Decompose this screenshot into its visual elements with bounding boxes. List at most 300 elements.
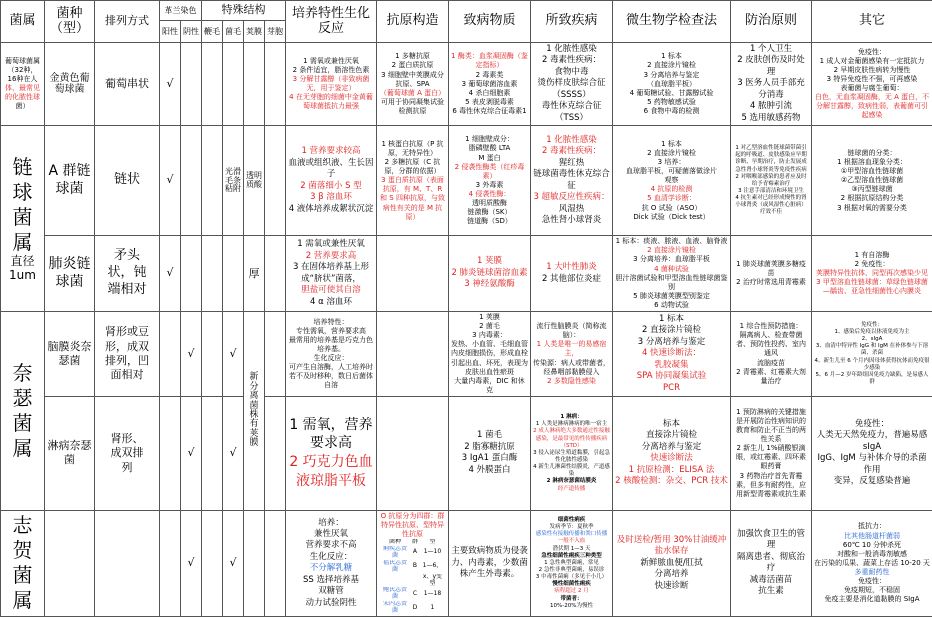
text-line: 3 外毒素 — [451, 181, 528, 190]
text-line: 荚膜特异性抗体，同型再次感染少见 — [814, 269, 930, 278]
text-line: 4 杀白细胞素 — [451, 89, 528, 98]
header-prevention: 防治原则 — [731, 1, 812, 43]
text-line: 1 有自溶酶 — [814, 251, 930, 260]
ng-pathogen — [449, 396, 531, 510]
shigella-culture — [286, 510, 377, 616]
row-neisseria-g — [1, 396, 932, 510]
text-line: 抵抗力： — [814, 522, 930, 531]
strep-genus-cell — [1, 126, 45, 312]
text-line: 直接涂片镜检 — [615, 430, 728, 441]
strep-a-capsule-note: 透明质酸 — [244, 126, 265, 236]
text-line: 2 新生儿 1%硝酸银滴眼，或红霉素、四环素眼药膏 — [733, 444, 809, 471]
ng-micro — [613, 396, 731, 510]
subtable-cell: 鲍氏志贺菌 — [379, 587, 411, 601]
text-line: 引起出血、坏死，表现为皮肤出血性瘀斑 — [451, 359, 528, 377]
header-gram: 革兰染色 — [160, 1, 202, 21]
text-line: 流脑疫苗 — [733, 359, 809, 368]
text-line: 3 甲型溶血性链球菌：草绿色链球菌—龋齿、亚急性细菌性心内膜炎 — [814, 278, 930, 296]
text-line: 对酸和一般消毒剂敏感 — [814, 550, 930, 559]
text-line: 3 分离培养与鉴定 — [615, 337, 728, 348]
text-line: 猩红热 — [533, 158, 610, 169]
text-line: 3 注意手部清洁和环境卫生 — [733, 188, 809, 195]
nm-other — [812, 312, 932, 397]
row-shigella — [1, 510, 932, 616]
text-line: 流行性脑膜炎（简称流脑）： — [533, 322, 610, 340]
header-capsule: 荚膜 — [244, 21, 265, 43]
text-line: 1 急性典型菌痢，常见 — [533, 560, 610, 567]
strep-p-capsule: 厚 — [244, 236, 265, 312]
text-line: 免疫性： — [814, 577, 930, 586]
text-line: 3 内毒素： — [451, 331, 528, 340]
text-line: 3 分解甘露醇（非致病菌无，用于鉴定） — [288, 75, 374, 93]
text-line: 6 动物试验 — [615, 301, 728, 310]
text-line: 4 新生儿淋菌性结膜炎，产道感染 — [533, 464, 610, 478]
shigella-genus-cell — [1, 510, 45, 616]
text-line: 病程超过 2 月 — [533, 588, 610, 595]
text-line: 4 抗生素对已经形成慢性的肾小球肾炎（或风湿性心脏病）疗效不佳 — [733, 195, 809, 216]
text-line: 链道酶（SD） — [451, 217, 528, 226]
ng-disease — [531, 396, 613, 510]
shigella-antigen-head — [379, 512, 446, 539]
shigella-disease — [531, 510, 613, 616]
text-line: 2 成人淋病绝大多数通过性接触感染，是最常见的性传播疾病（STD） — [533, 428, 610, 449]
text-line: 免疫期短，不稳固 — [814, 586, 930, 595]
header-gram-neg: 阴性 — [181, 21, 202, 43]
row-staph — [1, 43, 932, 126]
text-line: 2 直接涂片镜检 — [615, 61, 728, 70]
header-disease: 所致疾病 — [531, 1, 613, 43]
text-line: 链球菌毒性休克综合征 — [533, 169, 610, 192]
text-line: 1 综合性预防措施： — [733, 322, 809, 331]
text-line: 2 毒素性疾病： — [533, 146, 610, 157]
text-line: 1 抗原检测：ELISA 法 — [615, 465, 728, 476]
text-line: 1 化脓性感染 — [533, 44, 610, 55]
text-line: 感染性有接触传播和粪口传播 — [533, 531, 610, 538]
text-line: 不分解乳糖 — [288, 563, 374, 574]
text-line: 3 神经氨酸酶 — [451, 279, 528, 290]
subtable-cell: D — [411, 601, 419, 615]
text-line: 2 蛋白质抗原 — [379, 61, 446, 70]
subtable-cell: 1—6， — [419, 560, 446, 574]
strep-p-pathogen — [449, 236, 531, 312]
subtable-cell: x、y变型 — [419, 574, 446, 588]
subtable-cell: 1—10 — [419, 546, 446, 560]
text-line: 3 培养： — [615, 158, 728, 167]
text-line: 要求高 — [288, 434, 374, 453]
text-line: 60℃ 10 分钟杀死 — [814, 541, 930, 550]
header-pathogen: 致病物质 — [449, 1, 531, 43]
text-line: 3 侵入泌尿生殖道黏膜，引起急性化脓性感染 — [533, 450, 610, 464]
text-line: 大量内毒素，DIC 和休克 — [451, 377, 528, 395]
text-line: 4 液体培养成絮状沉淀 — [288, 204, 374, 215]
ng-culture — [286, 396, 377, 510]
text-line: ③丙型链球菌 — [814, 185, 930, 194]
text-line: 抗生素 — [733, 586, 809, 597]
text-line: 3 分离培养与鉴定 — [615, 71, 728, 80]
text-line: 3 特异免疫性不强，可再感染 — [814, 75, 930, 84]
text-line: 多重耐药性 — [814, 568, 930, 577]
text-line: 2 营养要求高 — [288, 251, 374, 262]
text-line: 人类无天然免疫力，普遍易感 — [814, 430, 930, 441]
text-line: 1 标本 — [615, 52, 728, 61]
text-line: 血液或组织液、生长因子 — [288, 158, 374, 181]
subtable-cell: 型 — [419, 539, 446, 546]
text-line: Dick 试验（Dick test） — [615, 213, 728, 222]
text-line: 观察 — [615, 176, 728, 185]
text-line: 发热、小血管、毛细血管内皮细胞损伤，形成血栓 — [451, 340, 528, 358]
text-line: 1 人类是唯一的易感宿主， — [533, 340, 610, 358]
text-line: 急性细菌性痢疾三种类型 — [533, 553, 610, 560]
subtable-row — [379, 587, 446, 601]
text-line: 最常用的培养基是巧克力色培养基。 — [288, 336, 374, 354]
text-line: 1 多糖抗原 — [379, 52, 446, 61]
staph-culture — [286, 43, 377, 126]
text-line: 专性需氧，营养要求高 — [288, 327, 374, 336]
staph-pathogen — [449, 43, 531, 126]
ng-prevention — [731, 396, 812, 510]
strep-diameter-label: 直径 — [3, 255, 42, 269]
text-line: 2 青霉素、红霉素大剂量治疗 — [733, 368, 809, 386]
text-line: 新鲜脓血便/肛拭 — [615, 558, 728, 569]
text-line: sIgA — [814, 442, 930, 453]
nm-micro — [613, 312, 731, 397]
text-line: 5、6 月—2 岁年龄组因免疫力缺陷，是易感人群 — [814, 372, 930, 386]
text-line: 1 细胞壁成分： — [451, 135, 528, 144]
shigella-genus: 志贺菌属 — [3, 513, 42, 613]
strep-a-disease — [531, 126, 613, 236]
strep-p-disease — [531, 236, 613, 312]
strep-diameter-value: 1um — [3, 269, 42, 283]
text-line: 链激酶（SK） — [451, 208, 528, 217]
text-line: 1 需氧，营养 — [288, 416, 374, 435]
text-line: 2 毒素性疾病： — [533, 55, 610, 66]
shigella-antigen-subtable — [379, 539, 446, 615]
text-line: 1 淋病： — [533, 414, 610, 421]
text-line: 3 医务人员手部充分消毒 — [733, 78, 809, 101]
text-line: 2 根据抗原结构分类 — [814, 194, 930, 203]
text-line: 快速诊断 — [615, 581, 728, 592]
text-line: 3 分离培养：血琼脂平板 — [615, 255, 728, 264]
text-line: 1 成人对金葡菌感染有一定抵抗力 — [814, 57, 930, 66]
text-line: 传染源：病人或带菌者，经鼻咽部黏膜侵入 — [533, 359, 610, 377]
subtable-cell — [411, 574, 419, 588]
text-line: 4 葡萄糖试验、甘露醇试验 — [615, 89, 728, 98]
nm-arrangement: 肾形或豆 形，成双 排列，凹 面相对 — [95, 312, 160, 397]
text-line: 一般不入血 — [533, 538, 610, 545]
text-line: 生化反应： — [288, 354, 374, 363]
subtable-row — [379, 601, 446, 615]
text-line: 血琼脂平板，可疑菌落做涂片 — [615, 167, 728, 176]
text-line: 2 直接涂片镜检 — [615, 246, 728, 255]
text-line: 乳胶凝集 — [615, 360, 728, 371]
shigella-other — [812, 510, 932, 616]
header-flagella: 鞭毛 — [202, 21, 223, 43]
text-line: 1 需氧或兼性厌氧 — [288, 239, 374, 250]
text-line: 胆汁溶菌试验和甲型溶血性链球菌鉴别 — [615, 274, 728, 292]
text-line: 免疫性： — [814, 322, 930, 329]
text-line: 营养要求不高 — [288, 540, 374, 551]
nm-pathogen — [449, 312, 531, 397]
text-line: 5 药物敏感试验 — [615, 98, 728, 107]
text-line: M 蛋白 — [451, 154, 528, 163]
text-line: 动力试验阴性 — [288, 598, 374, 609]
neisseria-genus: 奈瑟菌属 — [3, 361, 42, 461]
text-line: 1 标本 — [615, 314, 728, 325]
staph-disease — [531, 43, 613, 126]
text-line: （血琼脂平板） — [615, 80, 728, 89]
text-line: 生化反应： — [288, 552, 374, 563]
text-line: 表葡菌与腐生葡萄： — [814, 84, 930, 93]
text-line: 在污染的瓜果、蔬菜上存活 10-20 天 — [814, 559, 930, 568]
text-line: 潜伏期 1—3 天 — [533, 546, 610, 553]
text-line: 分离培养与鉴定 — [615, 442, 728, 453]
text-line: 1 菌毛 — [451, 430, 528, 441]
strep-a-antigen — [377, 126, 449, 236]
strep-a-prevention — [731, 126, 812, 236]
text-line: 透明质酸酶 — [451, 199, 528, 208]
text-line: 1 核蛋白抗原（P 抗原，无特异性） — [379, 140, 446, 158]
strep-p-species: 肺炎链球菌 — [45, 236, 95, 312]
nm-culture — [286, 312, 377, 397]
header-other: 其它 — [812, 1, 932, 43]
text-line: 1 对乙型溶血性链球菌带菌引起的呼吸道、皮肤感染应早期诊断、早期治疗，防止发展成急性肾小球肾炎等免疫性疾病 — [733, 145, 809, 174]
ng-pili-check: √ — [223, 396, 244, 510]
ng-species: 淋病奈瑟菌 — [45, 396, 95, 510]
text-line: 快速诊断法 — [615, 453, 728, 464]
text-line: 加强饮食卫生的管理 — [733, 529, 809, 552]
text-line: 1 标本 — [615, 140, 728, 149]
nm-prevention — [731, 312, 812, 397]
text-line: 2 核酸检测：杂交、PCR 技术 — [615, 476, 728, 487]
text-line: O 抗原分为四群：群特异性抗原、型特异性抗原 — [379, 512, 446, 539]
text-line: 胆盐可使其自溶 — [288, 285, 374, 296]
text-line: 2 侵袭性酶类（红疹毒素） — [451, 163, 528, 181]
text-line: 2 其他部位炎症 — [533, 274, 610, 285]
strep-a-pathogen — [449, 126, 531, 236]
text-line: 5 选用敏感药物 — [733, 113, 809, 124]
text-line: 2 对咽喉部感染的患者应及时给予青霉素治疗 — [733, 174, 809, 188]
staph-arrangement: 葡萄串状 — [95, 43, 160, 126]
text-line: 3 细胞壁中荚膜成分抗原、SPA — [379, 71, 446, 89]
text-line: 10%-20%为慢性 — [533, 603, 610, 610]
text-line: 2 直接涂片镜检 — [615, 325, 728, 336]
text-line: 2 急性非典型菌痢，易误诊 — [533, 567, 610, 574]
text-line: 培养： — [288, 518, 374, 529]
text-line: 脂磷壁酸 LTA — [451, 144, 528, 153]
text-line: 风湿热 — [533, 204, 610, 215]
text-line: 2 治疗时常选用青霉素 — [733, 278, 809, 287]
text-line: 3 β 溶血环 — [288, 192, 374, 203]
text-line: 1 需氧或兼性厌氧 — [288, 57, 374, 66]
row-strep-p — [1, 236, 932, 312]
text-line: 发病季节：夏秋季 — [533, 524, 610, 531]
header-micro: 微生物学检查法 — [613, 1, 731, 43]
text-line: SS 选择培养基 — [288, 575, 374, 586]
header-arrangement: 排列方式 — [95, 1, 160, 43]
header-spore: 芽胞 — [265, 21, 286, 43]
text-line: 2 直接涂片镜检 — [615, 149, 728, 158]
text-line: 液琼脂平板 — [288, 472, 374, 491]
strep-a-pili-note: 光滑毛条 粘附 — [223, 126, 244, 236]
text-line: PCR — [615, 383, 728, 394]
strep-p-other — [812, 236, 932, 312]
text-line: 隔离患者、彻底治疗 — [733, 552, 809, 575]
staph-species: 金黄色葡萄球菌 — [45, 43, 95, 126]
row-neisseria-m — [1, 312, 932, 397]
text-line: 细菌性痢疾 — [533, 517, 610, 524]
nm-pili-check: √ — [223, 312, 244, 397]
strep-p-micro — [613, 236, 731, 312]
subtable-cell: 痢疾志贺菌 — [379, 546, 411, 560]
text-line: 免疫性： — [814, 419, 930, 430]
nm-gram-neg-check: √ — [181, 312, 202, 397]
shigella-pili-check: √ — [223, 510, 244, 616]
strep-p-culture — [286, 236, 377, 312]
text-line: 急性肾小球肾炎 — [533, 215, 610, 226]
text-line: 及时送检/暂用 30%甘油缓冲盐水保存 — [615, 535, 728, 558]
text-line: 2 巧克力色血 — [288, 453, 374, 472]
text-line: 3 超敏反应性疾病： — [533, 192, 610, 203]
text-line: 2 毒素类 — [451, 71, 528, 80]
text-line: 4 抗原的检测 — [615, 185, 728, 194]
text-line: 免疫性： — [814, 48, 930, 57]
text-line: 3、血清中特异性 IgG 和 IgM 在补体参与下溶菌、杀菌 — [814, 343, 930, 357]
text-line: 2 肺炎链球菌溶血素 — [451, 268, 528, 279]
subtable-cell: 宋内志贺菌 — [379, 601, 411, 615]
text-line: 2 多糖抗原（C 抗原，分群的依据） — [379, 158, 446, 176]
text-line: 1 荚膜 — [451, 256, 528, 267]
text-line: 1 预防淋病的关键措施是开展防治性病知识的教育和防止不正当的两性关系 — [733, 408, 809, 444]
text-line: 2 菌毛 — [451, 322, 528, 331]
text-line: 链球菌的分类： — [814, 149, 930, 158]
row-strep-a — [1, 126, 932, 236]
text-line: 4 脓肿引流 — [733, 101, 809, 112]
text-line: 3 中毒性菌痢（多见于小儿） — [533, 574, 610, 581]
text-line: 减毒活菌苗 — [733, 575, 809, 586]
staph-antigen — [377, 43, 449, 126]
header-structure: 特殊结构 — [202, 1, 286, 21]
text-line: 1 肺炎球菌荚膜多糖疫苗 — [733, 260, 809, 278]
text-line: 标本 — [615, 419, 728, 430]
text-line: 慢性细菌性痢疾 — [533, 581, 610, 588]
text-line: 2、sIgA — [814, 336, 930, 343]
text-line: 3 葡萄球菌溶血素 — [451, 80, 528, 89]
text-line: 3 药物治疗首先青霉素，但多有耐药性，应用新型青霉素或抗生素 — [733, 472, 809, 499]
text-line: 培养特性： — [288, 318, 374, 327]
text-line: 比其他肠道杆菌弱 — [814, 532, 930, 541]
text-line: 5 表皮剥脱毒素 — [451, 98, 528, 107]
text-line: 5 肺炎球菌荚膜型别鉴定 — [615, 292, 728, 301]
shigella-pathogen — [449, 510, 531, 616]
text-line: 1 荚膜 — [451, 313, 528, 322]
staph-genus: 葡萄球菌属 （32种， 16种在人 体，最常见 的化脓性球 菌） — [1, 43, 45, 126]
staph-micro — [613, 43, 731, 126]
shigella-micro — [613, 510, 731, 616]
text-line: 4、新生儿至 6 个月内因母体获得抗体而免疫很少感染 — [814, 358, 930, 372]
text-line: 抗 O 试验（ASO） — [615, 204, 728, 213]
text-line: 1 酶类：血浆凝固酶（鉴定指标） — [451, 52, 528, 70]
strep-genus: 链球菌属 — [3, 155, 42, 255]
text-line: 免疫主要是消化道黏膜的 SIgA — [814, 595, 930, 604]
header-gram-pos: 阳性 — [160, 21, 181, 43]
text-line: 2 淋病奈瑟菌结膜炎 — [533, 478, 610, 485]
header-species: 菌种（型） — [45, 1, 95, 43]
subtable-cell: B — [411, 560, 419, 574]
shigella-gram-neg-check: √ — [181, 510, 202, 616]
text-line: 双糖管 — [288, 586, 374, 597]
subtable-row — [379, 574, 446, 588]
text-line: 3 IgA1 蛋白酶 — [451, 453, 528, 464]
ng-other — [812, 396, 932, 510]
subtable-cell: 群 — [411, 539, 419, 546]
text-line: 3 蛋白质抗原（表面抗原，有 M、T、R 和 S 四种抗原，与致病性有关的是 M 抗原） — [379, 176, 446, 221]
text-line: 毒性休克综合征（TSS） — [533, 101, 610, 124]
text-line: 2 脂寡糖抗原 — [451, 442, 528, 453]
strep-a-culture — [286, 126, 377, 236]
text-line: 2 多数隐性感染 — [533, 377, 610, 386]
text-line: 4 快速诊断法： — [615, 348, 728, 359]
text-line: 4 外膜蛋白 — [451, 465, 528, 476]
subtable-cell: 1 — [419, 601, 446, 615]
text-line: 6 食物中毒的检测 — [615, 107, 728, 116]
text-line: 变异，反复感染普遍 — [814, 476, 930, 487]
text-line: 带菌者： — [533, 596, 610, 603]
subtable-cell — [379, 574, 411, 588]
text-line: 1、感染后免疫以体液免疫为主 — [814, 329, 930, 336]
text-line: 3 根据对氧的需要分类 — [814, 204, 930, 213]
staph-prevention — [731, 43, 812, 126]
text-line: 5 血清学诊断： — [615, 194, 728, 203]
subtable-cell: A — [411, 546, 419, 560]
text-line: 6 毒性休克综合征毒素1 — [451, 107, 528, 116]
subtable-row — [379, 560, 446, 574]
text-line: 隔离病人、检查带菌者、预防性投药、室内通风 — [733, 331, 809, 358]
text-line: （葡萄球菌 A 蛋白） — [379, 89, 446, 98]
strep-a-gram-pos-check: √ — [160, 126, 181, 236]
text-line: 可用于协同凝集试验检测抗原 — [379, 98, 446, 116]
text-line: ②乙型溶血性链球菌 — [814, 176, 930, 185]
subtable-cell: 菌种 — [379, 539, 411, 546]
subtable-row — [379, 546, 446, 560]
header-genus: 菌属 — [1, 1, 45, 43]
subtable-row — [379, 539, 446, 546]
strep-p-gram-pos-check: √ — [160, 236, 181, 312]
text-line: 食物中毒 — [533, 67, 610, 78]
text-line: 1 化脓性感染 — [533, 135, 610, 146]
text-line: 4 α 溶血环 — [288, 297, 374, 308]
text-line: 经产道传播 — [533, 486, 610, 493]
nm-species: 脑膜炎奈瑟菌 — [45, 312, 95, 397]
subtable-cell: C — [411, 587, 419, 601]
subtable-cell: 福氏志贺菌 — [379, 560, 411, 574]
header-pili: 菌毛 — [223, 21, 244, 43]
text-line: 1 根据溶血现象分类： — [814, 158, 930, 167]
shigella-antigen — [377, 510, 449, 616]
header-culture: 培养特性生化反应 — [286, 1, 377, 43]
text-line: IgG、IgM 与补体介导的杀菌作用 — [814, 453, 930, 476]
text-line: 2 条件适宜，脂溶性色素 — [288, 66, 374, 75]
text-line: 烫伤样皮肤综合征（SSSS） — [533, 78, 610, 101]
header-antigen: 抗原构造 — [377, 1, 449, 43]
strep-a-micro — [613, 126, 731, 236]
text-line: 2 早期皮肤性病转为慢性 — [814, 66, 930, 75]
text-line: 2 免疫性： — [814, 260, 930, 269]
text-line: 4 在无芽胞的细菌中金黄葡萄球菌抵抗力最强 — [288, 93, 374, 111]
text-line: 1 标本：痰液、脓液、血液、脑脊液 — [615, 237, 728, 246]
text-line: 1 人类是淋病淋病的唯一宿主 — [533, 421, 610, 428]
staph-gram-pos-check: √ — [160, 43, 181, 126]
strep-p-prevention — [731, 236, 812, 312]
